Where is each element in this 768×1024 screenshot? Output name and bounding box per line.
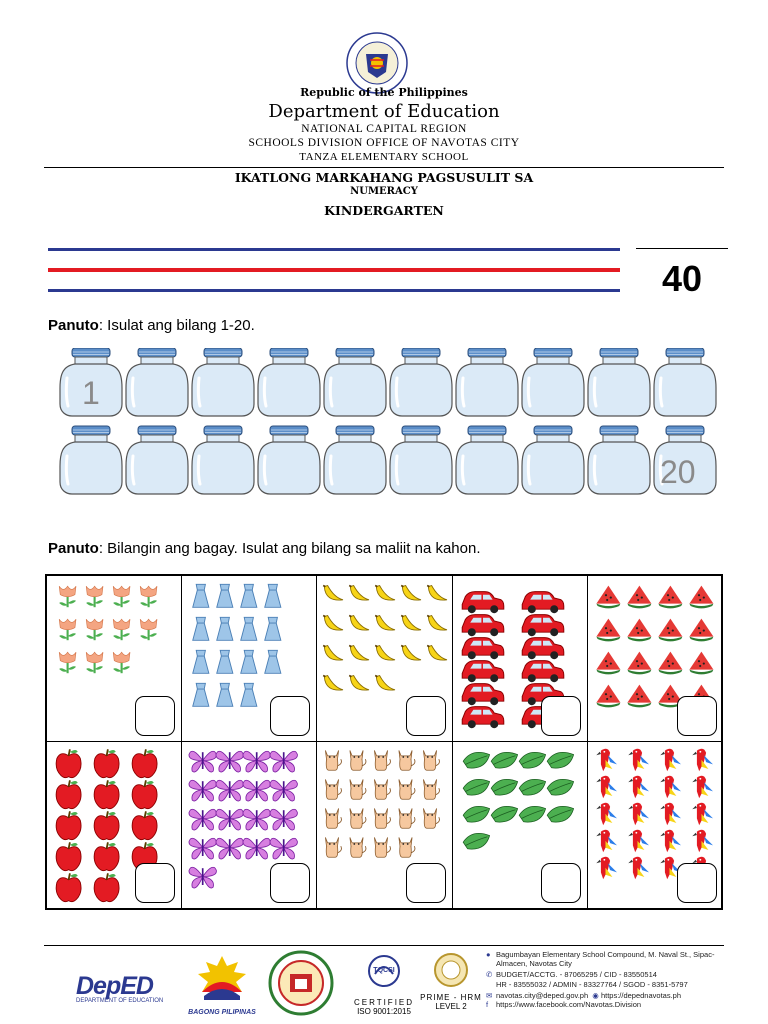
tqcsi-certification (344, 954, 424, 1016)
parrot-icon (692, 749, 713, 772)
dress-icon (193, 650, 209, 673)
banana-icon (350, 646, 370, 661)
butterfly-icon (243, 751, 270, 772)
leaf-icon (463, 752, 489, 768)
banana-icon (376, 646, 396, 661)
car-icon (462, 661, 504, 683)
parrot-icon (628, 803, 649, 826)
watermelon-icon (627, 586, 651, 609)
deped-logo-text: DepED (76, 972, 153, 1000)
flower-icon (140, 586, 157, 607)
parrot-icon (628, 830, 649, 853)
web-icon: ◉ (592, 990, 599, 1000)
butterfly-icon (216, 809, 243, 830)
banana-icon (376, 616, 396, 631)
butterfly-icon (270, 809, 297, 830)
butterfly-icon (189, 751, 216, 772)
answer-box[interactable] (406, 696, 446, 736)
parrot-icon (628, 857, 649, 880)
instruction-2-label: Panuto (48, 540, 99, 557)
watermelon-icon (689, 652, 713, 675)
flower-icon (59, 652, 76, 673)
flower-icon (113, 652, 130, 673)
banana-icon (324, 646, 344, 661)
cat-icon (326, 750, 342, 770)
flag-stripe-blue-bottom (48, 289, 620, 292)
answer-box[interactable] (677, 696, 717, 736)
counting-cell-7 (182, 742, 317, 908)
website-link[interactable]: https://depednavotas.ph (600, 990, 681, 1000)
cat-icon (375, 837, 391, 857)
facebook-line (486, 1000, 726, 1009)
butterfly-icon (270, 780, 297, 801)
cat-icon (424, 750, 440, 770)
butterfly-icon (189, 809, 216, 830)
bagong-pilipinas-logo (186, 952, 258, 1016)
instruction-2-text: : Bilangin ang bagay. Isulat ang bilang sa maliit na kahon. (98, 540, 481, 557)
dress-icon (193, 584, 209, 607)
answer-box[interactable] (541, 863, 581, 903)
leaf-icon (463, 806, 489, 822)
banana-icon (428, 616, 448, 631)
butterfly-icon (216, 751, 243, 772)
parrot-icon (596, 857, 617, 880)
banana-icon (428, 646, 448, 661)
apple-icon (94, 780, 119, 808)
answer-box[interactable] (270, 863, 310, 903)
cat-icon (350, 837, 366, 857)
flower-icon (113, 586, 130, 607)
dress-icon (193, 617, 209, 640)
exam-level: KINDERGARTEN (324, 203, 444, 218)
phone-icon: ✆ (486, 970, 493, 980)
apple-icon (132, 780, 157, 808)
bagong-pilipinas-emblem-icon (194, 952, 250, 1004)
apple-icon (94, 842, 119, 870)
leaf-icon (491, 752, 517, 768)
butterfly-icon (243, 809, 270, 830)
parrot-icon (692, 830, 713, 853)
deped-logo (76, 972, 163, 1004)
deped-logo-subtitle: DEPARTMENT OF EDUCATION (76, 998, 164, 1004)
jar-row-1 (60, 348, 716, 416)
butterfly-icon (270, 838, 297, 859)
answer-box[interactable] (541, 696, 581, 736)
counting-cell-6 (47, 742, 182, 908)
watermelon-icon (627, 685, 651, 708)
counting-cell-5 (588, 576, 723, 742)
butterfly-icon (270, 751, 297, 772)
answer-box[interactable] (270, 696, 310, 736)
flower-icon (113, 619, 130, 640)
tqcsi-text: TQCSI (373, 967, 395, 974)
dress-icon (217, 650, 233, 673)
butterfly-icon (243, 838, 270, 859)
flower-icon (86, 652, 103, 673)
banana-icon (402, 646, 422, 661)
parrot-icon (660, 776, 681, 799)
flag-stripe-red (48, 268, 620, 272)
car-icon (522, 661, 564, 683)
butterfly-icon (189, 867, 216, 888)
leaf-icon (463, 779, 489, 795)
apple-icon (94, 811, 119, 839)
butterfly-icon (243, 780, 270, 801)
banana-icon (402, 586, 422, 601)
instruction-1-label: Panuto (48, 317, 99, 334)
car-icon (462, 592, 504, 614)
cat-icon (399, 837, 415, 857)
parrot-icon (596, 776, 617, 799)
watermelon-icon (596, 586, 620, 609)
dress-icon (265, 617, 281, 640)
division-seal-icon (268, 950, 334, 1016)
banana-icon (350, 616, 370, 631)
banana-icon (428, 586, 448, 601)
banana-icon (376, 586, 396, 601)
answer-box[interactable] (135, 696, 175, 736)
instruction-1 (48, 317, 255, 334)
apple-icon (56, 780, 81, 808)
republic-line: Republic of the Philippines (300, 86, 468, 99)
watermelon-icon (689, 586, 713, 609)
banana-icon (324, 616, 344, 631)
flower-icon (59, 619, 76, 640)
leaf-icon (547, 752, 573, 768)
cat-icon (424, 779, 440, 799)
cat-icon (375, 750, 391, 770)
score-rule (636, 248, 728, 249)
dress-icon (241, 617, 257, 640)
leaf-icon (463, 833, 489, 849)
apple-icon (56, 749, 81, 777)
cat-icon (375, 779, 391, 799)
answer-box[interactable] (135, 863, 175, 903)
leaf-icon (547, 806, 573, 822)
watermelon-icon (627, 652, 651, 675)
banana-icon (324, 586, 344, 601)
apple-icon (94, 873, 119, 901)
watermelon-icon (689, 619, 713, 642)
banana-icon (324, 676, 344, 691)
parrot-icon (692, 803, 713, 826)
watermelon-icon (658, 652, 682, 675)
banana-icon (350, 586, 370, 601)
watermelon-icon (658, 619, 682, 642)
car-icon (522, 615, 564, 637)
footer-rule (44, 945, 724, 946)
butterfly-icon (189, 780, 216, 801)
cat-icon (326, 779, 342, 799)
apple-icon (132, 749, 157, 777)
car-icon (462, 615, 504, 637)
banana-icon (350, 676, 370, 691)
banana-icon (402, 616, 422, 631)
dress-icon (217, 617, 233, 640)
leaf-icon (519, 779, 545, 795)
cat-icon (424, 808, 440, 828)
instruction-1-text: : Isulat ang bilang 1-20. (98, 317, 255, 334)
deped-seal-icon (346, 32, 408, 94)
car-icon (462, 638, 504, 660)
counting-cell-10 (588, 742, 723, 908)
parrot-icon (692, 776, 713, 799)
location-pin-icon: ● (486, 950, 491, 959)
instruction-2 (48, 540, 481, 557)
watermelon-icon (596, 685, 620, 708)
department-name: Department of Education (268, 101, 500, 122)
dress-icon (265, 584, 281, 607)
parrot-icon (660, 803, 681, 826)
iso-text: ISO 9001:2015 (357, 1007, 411, 1016)
dress-icon (217, 584, 233, 607)
apple-icon (132, 811, 157, 839)
jar-first-number: 1 (82, 375, 100, 411)
contact-info (486, 950, 726, 1009)
leaf-icon (519, 752, 545, 768)
apple-icon (56, 842, 81, 870)
cat-icon (399, 808, 415, 828)
parrot-icon (628, 749, 649, 772)
apple-icon (56, 811, 81, 839)
email-icon: ✉ (486, 990, 493, 1000)
exam-subject: NUMERACY (350, 186, 418, 197)
facebook-link[interactable]: https://www.facebook.com/Navotas.Division (496, 1000, 642, 1010)
prime-hrm-seal-icon (433, 952, 469, 988)
counting-cell-8 (317, 742, 452, 908)
counting-cell-9 (453, 742, 588, 908)
parrot-icon (596, 830, 617, 853)
flower-icon (86, 619, 103, 640)
dress-icon (241, 683, 257, 706)
butterfly-icon (216, 780, 243, 801)
bagong-pilipinas-text: BAGONG PILIPINAS (188, 1009, 256, 1016)
counting-grid (45, 574, 723, 910)
butterfly-icon (189, 838, 216, 859)
parrot-icon (628, 776, 649, 799)
cat-icon (375, 808, 391, 828)
cat-icon (326, 837, 342, 857)
apple-icon (94, 749, 119, 777)
exam-title: IKATLONG MARKAHANG PAGSUSULIT SA (234, 170, 534, 185)
phone-line-1: ✆ BUDGET/ACCTG. - 87065295 / CID - 83550514 (486, 970, 657, 980)
dress-icon (193, 683, 209, 706)
email-web-line (486, 991, 726, 1000)
dress-icon (241, 584, 257, 607)
email-link[interactable]: navotas.city@deped.gov.ph (496, 990, 589, 1000)
counting-cell-3 (317, 576, 452, 742)
certified-text: CERTIFIED (353, 998, 415, 1007)
prime-hrm-text: PRIME - HRM (420, 993, 482, 1002)
watermelon-icon (658, 586, 682, 609)
car-icon (522, 592, 564, 614)
dress-icon (265, 650, 281, 673)
leaf-icon (547, 779, 573, 795)
watermelon-icon (627, 619, 651, 642)
parrot-icon (596, 749, 617, 772)
dress-icon (241, 650, 257, 673)
jar-row-2 (60, 426, 716, 494)
cat-icon (350, 808, 366, 828)
banana-icon (376, 676, 396, 691)
address-line: ● Bagumbayan Elementary School Compound, M. Naval St., Sipac-Almacen, Navotas City (486, 950, 715, 969)
parrot-icon (660, 830, 681, 853)
jar-grid (58, 348, 722, 500)
butterfly-icon (216, 838, 243, 859)
cat-icon (399, 779, 415, 799)
facebook-icon: f (486, 1000, 489, 1010)
watermelon-icon (596, 619, 620, 642)
school-line: TANZA ELEMENTARY SCHOOL (299, 151, 469, 163)
answer-box[interactable] (406, 863, 446, 903)
leaf-icon (491, 806, 517, 822)
parrot-icon (660, 749, 681, 772)
prime-hrm-certification (418, 952, 484, 1011)
total-score: 40 (661, 258, 703, 299)
counting-cell-2 (182, 576, 317, 742)
cat-icon (326, 808, 342, 828)
region-line: NATIONAL CAPITAL REGION (301, 123, 467, 135)
cat-icon (350, 779, 366, 799)
leaf-icon (491, 779, 517, 795)
answer-box[interactable] (677, 863, 717, 903)
watermelon-icon (596, 652, 620, 675)
car-icon (462, 684, 504, 706)
counting-cell-4 (453, 576, 588, 742)
jar-last-number: 20 (660, 454, 696, 490)
counting-cell-1 (47, 576, 182, 742)
level-text: LEVEL 2 (435, 1002, 467, 1011)
dress-icon (217, 683, 233, 706)
phone-line-2: HR - 83555032 / ADMIN - 83327764 / SGOD - 8351-5797 (496, 979, 688, 989)
flower-icon (59, 586, 76, 607)
cat-icon (350, 750, 366, 770)
car-icon (522, 638, 564, 660)
header-rule (44, 167, 724, 168)
flower-icon (86, 586, 103, 607)
flag-stripe-blue-top (48, 248, 620, 251)
cat-icon (399, 750, 415, 770)
leaf-icon (519, 806, 545, 822)
division-line: SCHOOLS DIVISION OFFICE OF NAVOTAS CITY (248, 137, 520, 149)
car-icon (462, 707, 504, 729)
flower-icon (140, 619, 157, 640)
parrot-icon (596, 803, 617, 826)
apple-icon (56, 873, 81, 901)
